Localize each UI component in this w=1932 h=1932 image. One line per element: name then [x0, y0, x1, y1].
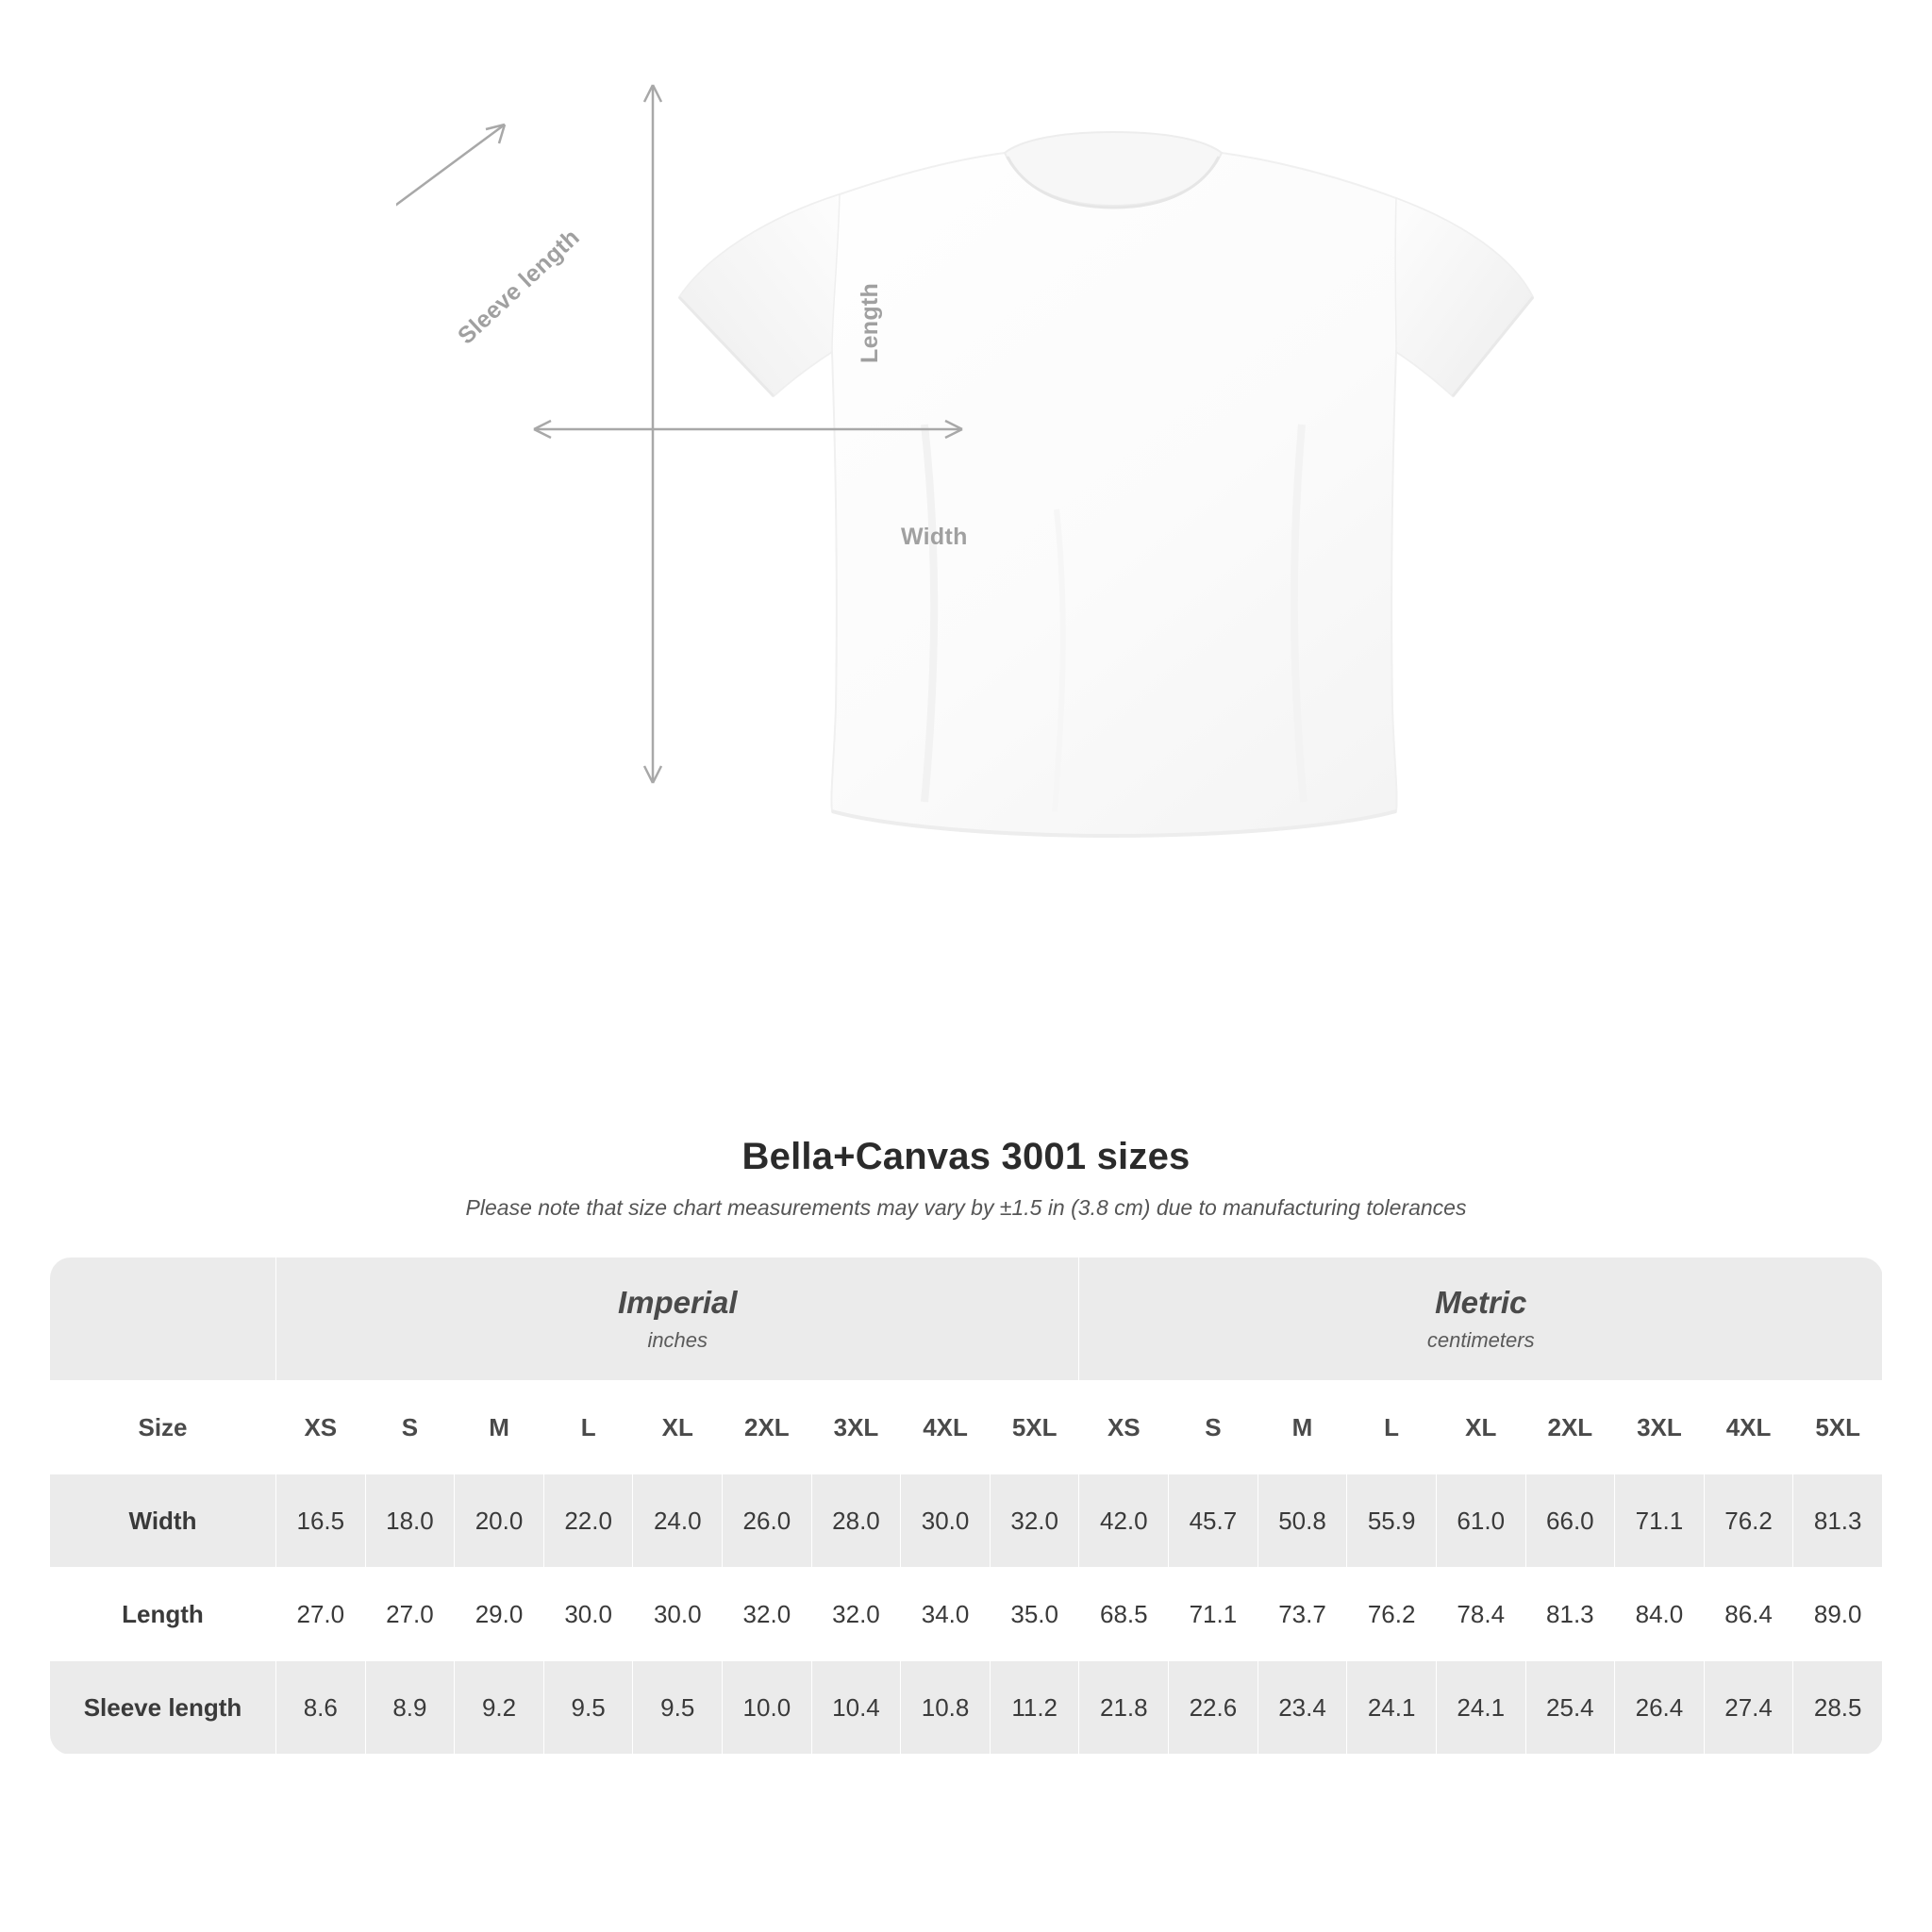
size-header-cell: L: [1347, 1381, 1437, 1474]
size-header-cell: 5XL: [1793, 1381, 1883, 1474]
unit-name-imperial: Imperial: [617, 1285, 738, 1320]
width-dimension-label: Width: [901, 524, 968, 550]
size-header-cell: S: [1169, 1381, 1258, 1474]
size-header-row: [50, 1381, 1883, 1474]
size-header-cell: M: [455, 1381, 544, 1474]
table-cell: 76.2: [1704, 1474, 1793, 1568]
table-cell: 55.9: [1347, 1474, 1437, 1568]
unit-header-row: [50, 1257, 1883, 1381]
table-cell: 73.7: [1257, 1568, 1347, 1661]
table-cell: 18.0: [365, 1474, 455, 1568]
table-cell: 10.8: [901, 1661, 991, 1755]
table-cell: 50.8: [1257, 1474, 1347, 1568]
table-cell: 32.0: [990, 1474, 1079, 1568]
table-cell: 11.2: [990, 1661, 1079, 1755]
unit-header-imperial: [276, 1257, 1079, 1381]
table-cell: 71.1: [1615, 1474, 1705, 1568]
table-cell: 81.3: [1525, 1568, 1615, 1661]
table-cell: 16.5: [276, 1474, 366, 1568]
table-cell: 24.0: [633, 1474, 723, 1568]
unit-header-metric: [1079, 1257, 1883, 1381]
table-cell: 30.0: [543, 1568, 633, 1661]
table-cell: 27.4: [1704, 1661, 1793, 1755]
table-cell: 78.4: [1436, 1568, 1525, 1661]
table-cell: 22.0: [543, 1474, 633, 1568]
table-row: [50, 1661, 1883, 1755]
table-cell: 71.1: [1169, 1568, 1258, 1661]
table-cell: 86.4: [1704, 1568, 1793, 1661]
size-header-cell: 4XL: [901, 1381, 991, 1474]
table-cell: 66.0: [1525, 1474, 1615, 1568]
tshirt-figure: [396, 66, 1538, 1057]
size-header-cell: 3XL: [1615, 1381, 1705, 1474]
table-cell: 21.8: [1079, 1661, 1169, 1755]
table-cell: 30.0: [901, 1474, 991, 1568]
table-cell: 8.9: [365, 1661, 455, 1755]
table-cell: 30.0: [633, 1568, 723, 1661]
tolerance-note: Please note that size chart measurements may vary by ±1.5 in (3.8 cm) due to manufacturing tolerances: [465, 1195, 1467, 1220]
table-cell: 27.0: [365, 1568, 455, 1661]
table-cell: 25.4: [1525, 1661, 1615, 1755]
table-cell: 8.6: [276, 1661, 366, 1755]
table-cell: 28.0: [811, 1474, 901, 1568]
row-label-length: Length: [50, 1568, 276, 1661]
page-title: Bella+Canvas 3001 sizes: [741, 1136, 1191, 1177]
size-header-cell: 4XL: [1704, 1381, 1793, 1474]
table-cell: 10.4: [811, 1661, 901, 1755]
size-header-cell: M: [1257, 1381, 1347, 1474]
size-table-container: [49, 1257, 1883, 1755]
unit-sub-metric: centimeters: [1426, 1328, 1535, 1352]
table-row: [50, 1474, 1883, 1568]
table-cell: 23.4: [1257, 1661, 1347, 1755]
table-cell: 10.0: [723, 1661, 812, 1755]
tshirt-icon: [396, 66, 1538, 1057]
unit-sub-imperial: inches: [647, 1328, 708, 1352]
size-table: [49, 1257, 1883, 1755]
table-cell: 27.0: [276, 1568, 366, 1661]
row-label-width: Width: [50, 1474, 276, 1568]
table-cell: 9.5: [543, 1661, 633, 1755]
table-cell: 9.2: [455, 1661, 544, 1755]
table-cell: 89.0: [1793, 1568, 1883, 1661]
table-cell: 34.0: [901, 1568, 991, 1661]
table-cell: 76.2: [1347, 1568, 1437, 1661]
size-header-cell: XS: [276, 1381, 366, 1474]
size-header-cell: 2XL: [723, 1381, 812, 1474]
size-header-cell: XS: [1079, 1381, 1169, 1474]
table-cell: 9.5: [633, 1661, 723, 1755]
table-cell: 26.0: [723, 1474, 812, 1568]
table-cell: 81.3: [1793, 1474, 1883, 1568]
table-cell: 32.0: [723, 1568, 812, 1661]
table-cell: 22.6: [1169, 1661, 1258, 1755]
table-cell: 28.5: [1793, 1661, 1883, 1755]
table-cell: 29.0: [455, 1568, 544, 1661]
table-cell: 84.0: [1615, 1568, 1705, 1661]
table-cell: 35.0: [990, 1568, 1079, 1661]
table-cell: 26.4: [1615, 1661, 1705, 1755]
table-cell: 45.7: [1169, 1474, 1258, 1568]
table-cell: 68.5: [1079, 1568, 1169, 1661]
size-header-cell: XL: [1436, 1381, 1525, 1474]
size-header-cell: XL: [633, 1381, 723, 1474]
table-row: [50, 1568, 1883, 1661]
size-header-cell: S: [365, 1381, 455, 1474]
size-header-cell: 5XL: [990, 1381, 1079, 1474]
sleeve-length-dimension-label: Sleeve length: [453, 224, 585, 350]
row-label-sleeve-length: Sleeve length: [50, 1661, 276, 1755]
table-cell: 32.0: [811, 1568, 901, 1661]
size-header-cell: L: [543, 1381, 633, 1474]
size-row-label: Size: [50, 1381, 276, 1474]
size-header-cell: 3XL: [811, 1381, 901, 1474]
size-header-cell: 2XL: [1525, 1381, 1615, 1474]
title-block: [0, 1136, 1932, 1221]
table-cell: 20.0: [455, 1474, 544, 1568]
table-cell: 42.0: [1079, 1474, 1169, 1568]
table-cell: 61.0: [1436, 1474, 1525, 1568]
length-dimension-label: Length: [857, 282, 883, 363]
table-cell: 24.1: [1436, 1661, 1525, 1755]
unit-name-metric: Metric: [1435, 1285, 1527, 1320]
table-cell: 24.1: [1347, 1661, 1437, 1755]
unit-header-spacer: [50, 1257, 276, 1381]
